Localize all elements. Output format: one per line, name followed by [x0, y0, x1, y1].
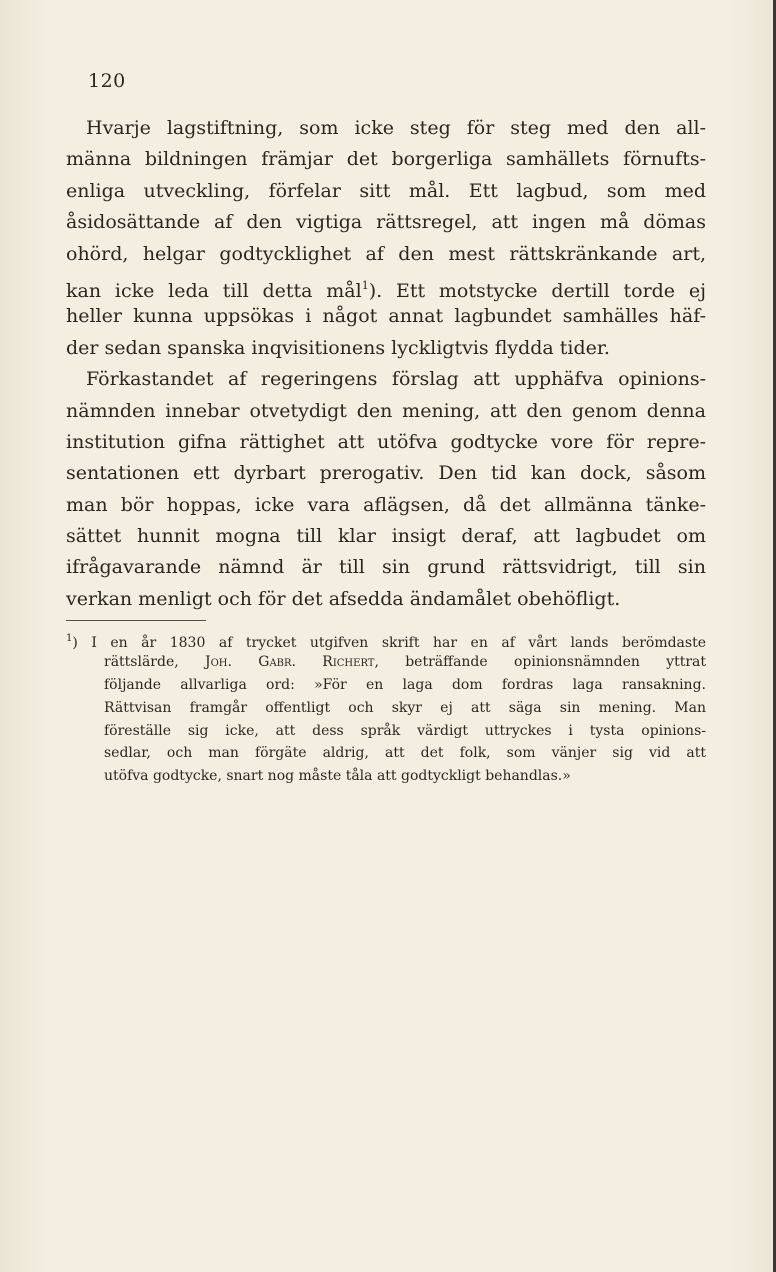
text-line: sättet hunnit mogna till klar insigt deraf, att lagbudet om [66, 525, 706, 548]
footnote-line [66, 651, 706, 674]
text-line: ifrågavarande nämnd är till sin grund rättsvidrigt, till sin [66, 556, 706, 579]
text-line-part: ). Ett motstycke dertill torde ej [368, 279, 706, 302]
text-line: sentationen ett dyrbart prerogativ. Den tid kan dock, såsom [66, 462, 706, 485]
footnote-marker: 1 [66, 633, 73, 644]
text-line: der sedan spanska inqvisitionens lyckligtvis flydda tider. [66, 336, 610, 359]
footnote [66, 628, 706, 788]
body-text [66, 113, 706, 615]
text-line: åsidosättande af den vigtiga rättsregel, att ingen må dömas [66, 211, 706, 234]
author-name: Joh. Gabr. Richert [204, 653, 375, 670]
text-line: Hvarje lagstiftning, som icke steg för steg med den all- [86, 117, 706, 139]
text-line: institution gifna rättighet att utöfva godtycke vore för repre- [66, 430, 706, 453]
footnote-line: sedlar, och man förgäte aldrig, att det folk, som vänjer sig vid att [104, 745, 706, 762]
footnote-line: föreställe sig icke, att dess språk värdigt uttryckes i tysta opinions- [104, 722, 706, 739]
text-line-part: kan icke leda till detta mål [66, 279, 362, 302]
text-line-with-footnote-ref [66, 270, 706, 301]
text-line: man bör hoppas, icke vara aflägsen, då det allmänna tänke- [66, 493, 706, 516]
footnote-text: rättslärde, [104, 653, 205, 670]
text-line: verkan menligt och för det afsedda ändamålet obehöfligt. [66, 587, 621, 610]
footnote-divider [66, 620, 206, 621]
footnote-line: utöfva godtycke, snart nog måste tåla att godtyckligt behandlas.» [104, 768, 571, 785]
text-line: männa bildningen främjar det borgerliga samhällets förnufts- [66, 148, 706, 171]
footnote-reference-marker: 1 [361, 278, 369, 292]
text-line: enliga utveckling, förfelar sitt mål. Ett lagbud, som med [66, 179, 706, 202]
text-line: ohörd, helgar godtycklighet af den mest rättskränkande art, [66, 242, 706, 265]
footnote-line: följande allvarliga ord: »För en laga dom fordras laga ransakning. [104, 676, 706, 693]
footnote-text: , beträffande opinionsnämnden yttrat [374, 653, 706, 670]
footnote-line [66, 628, 706, 651]
text-line: nämnden innebar otvetydigt den mening, att den genom denna [66, 399, 706, 422]
text-line: heller kunna uppsökas i något annat lagbundet samhälles häf- [66, 305, 706, 328]
footnote-text: ) I en år 1830 af trycket utgifven skrift har en af vårt lands berömdaste [72, 635, 706, 651]
text-line: Förkastandet af regeringens förslag att upphäfva opinions- [86, 368, 706, 391]
page-number: 120 [88, 70, 126, 92]
footnote-line: Rättvisan framgår offentligt och skyr ej att säga sin mening. Man [104, 699, 706, 716]
